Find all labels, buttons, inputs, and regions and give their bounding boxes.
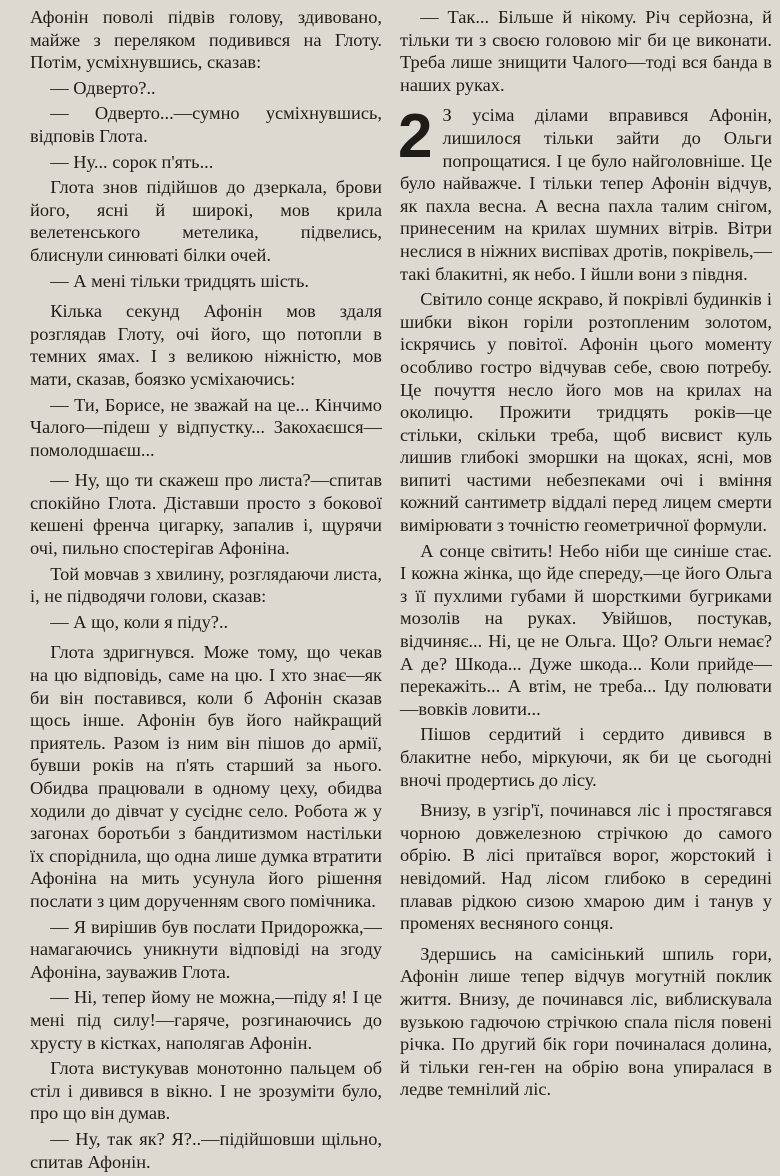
paragraph: — Одверто...—сумно усміхнувшись, відповів Глота. [30, 103, 382, 146]
paragraph: Глота знов підійшов до дзеркала, брови його, ясні й широкі, мов крила велетенського метелика, підвелись, блиснули синюваті білки очей. [30, 177, 382, 265]
paragraph: — Одверто?.. [50, 77, 156, 98]
paragraph: — А що, коли я піду?.. [50, 611, 229, 632]
paragraph: Кілька секунд Афонін мов здаля розглядав Глоту, очі його, що потопли в темних ямах. І з великою ніжністю, мов мати, сказав, боязко усміхаючись: [30, 301, 382, 389]
paragraph: — Ні, тепер йому не можна,—піду я! І це мені під силу!—гаряче, розгинаючись до хрусту в кістках, наполягав Афонін. [30, 987, 382, 1053]
left-column [30, 6, 382, 1176]
paragraph: Внизу, в узгір'ї, починався ліс і простягався чорною довжелезною стрічкою до самого обрію. В лісі притаївся ворог, жорстокий і невідомий. Над лісом глибоко в середині плавав рідкою сизою хмарою дим і танув у променях весняного сонця. [400, 800, 772, 934]
paragraph: Глота вистукував монотонно пальцем об стіл і дивився в вікно. І не зрозуміти було, про що він думав. [30, 1058, 382, 1124]
paragraph: — Я вирішив був послати Придорожка,—намагаючись уникнути відповіді на згоду Афоніна, зауважив Глота. [30, 916, 382, 982]
paragraph-text: З усіма ділами вправився Афонін, лишилося тільки зайти до Ольги попрощатися. І це було найголовніше. Це було найважче. І тільки тепер Афонін відчув, як пахла весна. А весна пахла талим снігом, принесеним на крилах шумних вітрів. Вітри неслися в ніжних виспівах дротів, покрівель,—такі блакитні, як небо. І йшли вони з півдня. [400, 105, 772, 284]
paragraph: Світило сонце яскраво, й покрівлі будинків і шибки вікон горіли розтопленим золотом, іскрячись у повітої. Афонін цього моменту особливо гостро відчував себе, свою потребу. Це почуття несло його мов на крилах на околицю. Прожити тридцять років—це стільки, скільки треба, щоб висвист куль лишив глибокі зморшки на щоках, ясні, мов випиті частими небезпеками очі і вміння кожний сантиметр віддалі перед лицем смерти вимірювати з точністю геометричної формули. [400, 289, 772, 536]
right-column [400, 6, 772, 1104]
paragraph: А сонце світить! Небо ніби ще синіше стає. І кожна жінка, що йде спереду,—це його Ольга з її пухлими губами й шорсткими бугриками мозолів на руках. Увійшов, постукав, відчиняє... Ні, це не Ольга. Що? Ольги немає? А де? Шкода... Дуже шкода... Коли прийде—перекажіть... А втім, не треба... Іду полювати—вовків ловити... [400, 540, 772, 719]
paragraph: Глота здригнувся. Може тому, що чекав на цю відповідь, саме на цю. І хто знає—як би він поставився, коли б Афонін сказав щось інше. Афонін був його найкращий приятель. Разом із ним він пішов до армії, бувши років на п'ять старший за нього. Обидва працювали в одному цеху, обидва ходили до дівчат у сусіднє село. Робота ж у загонах боротьби з бандитизмом настільки їх споріднила, що одна лише думка втратити Афоніна на мить усунула його рішення послати з цим дорученням свого помічника. [30, 642, 382, 911]
paragraph: Пішов сердитий і сердито дивився в блакитне небо, міркуючи, як би це сьогодні вночі продертись до лісу. [400, 724, 772, 790]
paragraph: — А мені тільки тридцять шість. [50, 270, 309, 291]
paragraph: — Ну, що ти скажеш про листа?—спитав спокійно Глота. Діставши просто з бокової кешені френча цигарку, запалив і, щурячи очі, пильно спостерігав Афоніна. [30, 470, 382, 559]
paragraph: Афонін поволі підвів голову, здивовано, майже з переляком подивився на Глоту. Потім, усміхнувшись, сказав: [30, 7, 382, 73]
paragraph: — Ну... сорок п'ять... [50, 151, 214, 172]
section-number: 2 [398, 102, 433, 172]
paragraph: Той мовчав з хвилину, розглядаючи листа, і, не підводячи голови, сказав: [30, 563, 382, 607]
paragraph: Здершись на самісінький шпиль гори, Афонін лише тепер відчув могутній поклик життя. Внизу, де починався ліс, виблискувала вузькою гадючою стрічкою спала після повені річка. По другий бік гори починалася долина, й тільки ген-ген на обрію вона упиралася в ледве темнілий ліс. [400, 943, 772, 1100]
paragraph: — Ти, Борисе, не зважай на це... Кінчимо Чалого—підеш у відпустку... Закохаєшся—помолодшаєш... [30, 394, 382, 460]
section-start-paragraph [400, 104, 772, 285]
paragraph: — Ну, так як? Я?..—підійшовши щільно, спитав Афонін. [30, 1128, 382, 1172]
paragraph: — Так... Більше й нікому. Річ серйозна, й тільки ти з своєю головою міг би це виконати. Треба лише знищити Чалого—тоді вся банда в наших руках. [400, 7, 772, 95]
